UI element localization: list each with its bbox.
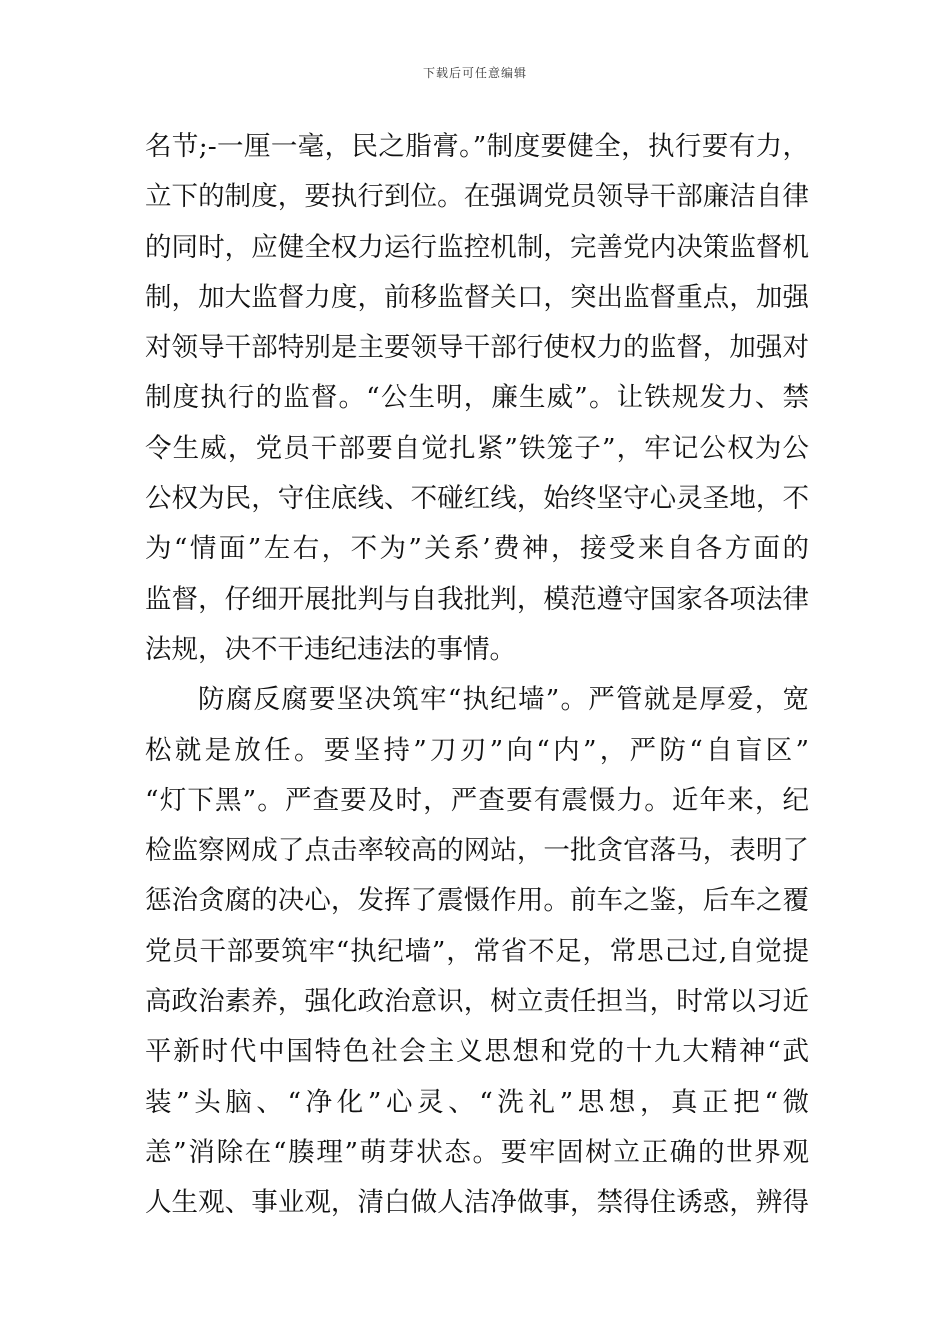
text-line: 平新时代中国特色社会主义思想和党的十九大精神“武 xyxy=(145,1036,809,1068)
text-line: 防腐反腐要坚决筑牢“执纪墙”。严管就是厚爱，宽 xyxy=(198,684,809,716)
text-line: 党员干部要筑牢“执纪墙”，常省不足，常思己过,自觉提 xyxy=(145,935,809,967)
text-line: “灯下黑”。严查要及时，严查要有震慑力。近年来，纪 xyxy=(145,784,809,816)
text-line: 立下的制度，要执行到位。在强调党员领导干部廉洁自律 xyxy=(145,181,809,213)
text-line: 制度执行的监督。“公生明，廉生威”。让铁规发力、禁 xyxy=(145,382,809,414)
text-line: 惩治贪腐的决心，发挥了震慑作用。前车之鉴，后车之覆 xyxy=(145,885,809,917)
paragraph-1 xyxy=(145,122,809,675)
paragraph-2 xyxy=(145,675,809,1228)
document-body xyxy=(145,122,809,1229)
page-header: 下载后可任意编辑 xyxy=(422,66,527,80)
text-line: 名节;-一厘一毫，民之脂膏。”制度要健全，执行要有力， xyxy=(145,131,809,162)
text-line: 为“情面”左右，不为”关系’费神，接受来自各方面的 xyxy=(145,533,809,565)
text-line: 恙”消除在“腠理”萌芽状态。要牢固树立正确的世界观 xyxy=(145,1136,809,1168)
text-line: 的同时，应健全权力运行监控机制，完善党内决策监督机 xyxy=(145,231,809,263)
text-line: 高政治素养，强化政治意识，树立责任担当，时常以习近 xyxy=(145,986,809,1018)
text-line: 法规，决不干违纪违法的事情。 xyxy=(145,633,516,665)
text-line: 人生观、事业观，清白做人洁净做事，禁得住诱惑，辨得 xyxy=(145,1187,809,1219)
text-line: 监督，仔细开展批判与自我批判，模范遵守国家各项法律 xyxy=(145,583,809,615)
text-line: 制，加大监督力度，前移监督关口，突出监督重点，加强 xyxy=(145,281,809,313)
text-line: 公权为民，守住底线、不碰红线，始终坚守心灵圣地，不 xyxy=(145,483,809,515)
text-line: 检监察网成了点击率较高的网站，一批贪官落马，表明了 xyxy=(145,835,809,867)
text-line: 装”头脑、“净化”心灵、“洗礼”思想，真正把“微 xyxy=(145,1086,809,1118)
text-line: 对领导干部特别是主要领导干部行使权力的监督，加强对 xyxy=(145,332,809,364)
text-line: 松就是放任。要坚持”刀刃”向“内”，严防“自盲区” xyxy=(145,734,809,766)
text-line: 令生威，党员干部要自觉扎紧”铁笼子”，牢记公权为公 xyxy=(145,432,809,464)
